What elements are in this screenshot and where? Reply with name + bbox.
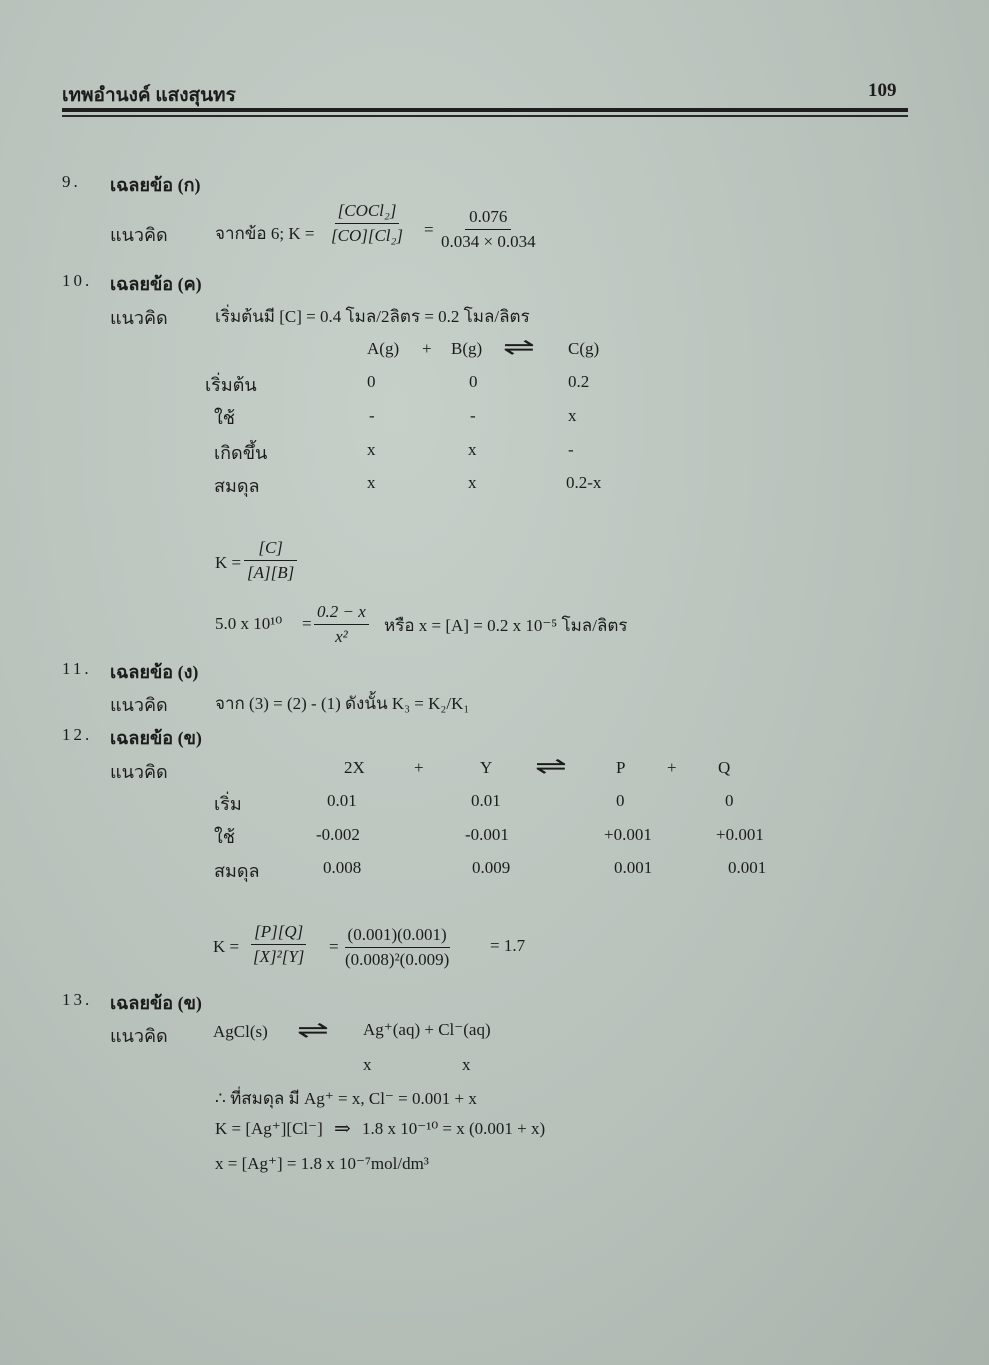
- q12-plus: +: [667, 758, 677, 777]
- q11-line: จาก (3) = (2) - (1) ดังนั้น K₃ = K₂/K₁: [215, 694, 470, 713]
- q12-product-q: Q: [718, 758, 731, 777]
- q12-plus: +: [414, 758, 424, 777]
- q12-f1-numerator: [P][Q]: [251, 922, 306, 945]
- q11-number: 11.: [62, 659, 92, 678]
- q13-products: Ag⁺(aq) + Cl⁻(aq): [363, 1020, 491, 1039]
- q13-reactant: AgCl(s): [213, 1022, 268, 1041]
- q10-product-c: C(g): [568, 339, 600, 358]
- page-number: 109: [868, 80, 897, 101]
- implies-arrow-icon: ⇒: [334, 1118, 351, 1140]
- q10-line2-tail: หรือ x = [A] = 0.2 x 10⁻⁵ โมล/ลิตร: [384, 616, 628, 635]
- q10-cell: 0.2: [568, 372, 590, 391]
- q9-answer: เฉลยข้อ (ก): [110, 175, 201, 195]
- q12-k-fraction-2: [342, 925, 452, 970]
- q12-row-label: ใช้: [214, 827, 236, 847]
- q10-concept-label: แนวคิด: [110, 308, 168, 328]
- q10-plus: +: [422, 339, 432, 358]
- q10-line2-equals: =: [302, 614, 312, 633]
- q12-product-p: P: [616, 758, 626, 777]
- q10-k-fraction: [244, 538, 297, 583]
- q9-f1-denominator: [CO][Cl₂]: [331, 226, 404, 245]
- q12-equals: =: [329, 937, 339, 956]
- q12-number: 12.: [62, 725, 93, 744]
- q13-answer: เฉลยข้อ (ข): [110, 993, 202, 1013]
- q12-row-label: สมดุล: [214, 861, 260, 881]
- q10-line2-numerator: 0.2 − x: [314, 602, 369, 625]
- q13-number: 13.: [62, 990, 93, 1009]
- q10-cell: x: [367, 440, 376, 459]
- q10-number: 10.: [62, 271, 93, 290]
- q12-answer: เฉลยข้อ (ข): [110, 728, 202, 748]
- header-rule-thick: [62, 108, 908, 112]
- q10-answer: เฉลยข้อ (ค): [110, 274, 202, 294]
- q10-cell: x: [468, 473, 477, 492]
- q12-f2-numerator: (0.001)(0.001): [345, 925, 450, 948]
- q10-k-numerator: [C]: [244, 538, 297, 561]
- q10-cell: 0: [367, 372, 376, 391]
- q11-answer: เฉลยข้อ (ง): [110, 662, 199, 682]
- q10-cell: -: [470, 406, 476, 425]
- q10-row-label: สมดุล: [214, 476, 260, 496]
- q10-reactant-a: A(g): [367, 339, 400, 358]
- q13-concept-label: แนวคิด: [110, 1026, 168, 1046]
- q9-lead: จากข้อ 6; K =: [215, 224, 315, 243]
- q10-cell: x: [468, 440, 477, 459]
- q12-cell: 0: [725, 791, 734, 810]
- q9-f2-denominator: 0.034 × 0.034: [441, 232, 536, 251]
- q12-reactant-y: Y: [480, 758, 493, 777]
- q13-line3: x = [Ag⁺] = 1.8 x 10⁻⁷mol/dm³: [215, 1154, 429, 1173]
- header-rule-thin: [62, 115, 908, 117]
- q13-line1: ∴ ที่สมดุล มี Ag⁺ = x, Cl⁻ = 0.001 + x: [215, 1089, 477, 1108]
- q12-reactant-x: 2X: [344, 758, 365, 777]
- q10-line2-denominator: x²: [335, 627, 348, 646]
- q10-row-label: ใช้: [214, 408, 236, 428]
- q13-x-under-cl: x: [462, 1055, 471, 1074]
- q12-cell: 0: [616, 791, 625, 810]
- q12-cell: 0.001: [614, 858, 653, 877]
- q9-f2-numerator: 0.076: [465, 207, 511, 230]
- q13-x-under-ag: x: [363, 1055, 372, 1074]
- q9-fraction-2: [438, 207, 539, 252]
- equilibrium-arrow-icon: ⇌: [297, 1016, 330, 1044]
- q12-cell: 0.001: [728, 858, 767, 877]
- equilibrium-arrow-icon: ⇌: [503, 333, 536, 361]
- q10-row-label: เริ่มต้น: [205, 375, 257, 395]
- q10-reactant-b: B(g): [451, 339, 483, 358]
- q10-k-denominator: [A][B]: [247, 563, 295, 582]
- q10-row-label: เกิดขึ้น: [214, 443, 268, 463]
- q9-number: 9.: [62, 172, 81, 191]
- q9-fraction-1: [328, 201, 406, 246]
- q12-f2-denominator: (0.008)²(0.009): [345, 950, 450, 969]
- q13-line2-left: K = [Ag⁺][Cl⁻]: [215, 1119, 323, 1138]
- q12-result: = 1.7: [490, 936, 526, 955]
- q13-line2-right: 1.8 x 10⁻¹⁰ = x (0.001 + x): [362, 1119, 546, 1138]
- q9-equals: =: [424, 220, 434, 239]
- q10-line2-lead: 5.0 x 10¹⁰: [215, 614, 283, 633]
- q12-cell: 0.009: [472, 858, 511, 877]
- q12-k-fraction-1: [250, 922, 307, 967]
- q10-line2-fraction: [314, 602, 369, 647]
- q12-concept-label: แนวคิด: [110, 762, 168, 782]
- q10-cell: 0.2-x: [566, 473, 602, 492]
- equilibrium-arrow-icon: ⇌: [535, 752, 568, 780]
- q12-cell: 0.01: [471, 791, 501, 810]
- q12-cell: 0.008: [323, 858, 362, 877]
- q10-cell: -: [369, 406, 375, 425]
- q10-cell: -: [568, 440, 574, 459]
- q12-cell: +0.001: [716, 825, 764, 844]
- q12-cell: 0.01: [327, 791, 357, 810]
- q12-row-label: เริ่ม: [214, 794, 242, 814]
- running-header-author: เทพอำนงค์ แสงสุนทร: [62, 85, 236, 106]
- q11-concept-label: แนวคิด: [110, 695, 168, 715]
- q10-cell: x: [568, 406, 577, 425]
- q10-k-lead: K =: [215, 553, 242, 572]
- q12-k-lead: K =: [213, 937, 240, 956]
- q12-cell: +0.001: [604, 825, 652, 844]
- q10-line1: เริ่มต้นมี [C] = 0.4 โมล/2ลิตร = 0.2 โมล/ลิตร: [215, 307, 530, 326]
- q9-f1-numerator: [COCl₂]: [335, 201, 400, 224]
- q10-cell: x: [367, 473, 376, 492]
- q12-f1-denominator: [X]²[Y]: [253, 947, 305, 966]
- q12-cell: -0.001: [465, 825, 509, 844]
- q9-concept-label: แนวคิด: [110, 225, 168, 245]
- q10-cell: 0: [469, 372, 478, 391]
- q12-cell: -0.002: [316, 825, 360, 844]
